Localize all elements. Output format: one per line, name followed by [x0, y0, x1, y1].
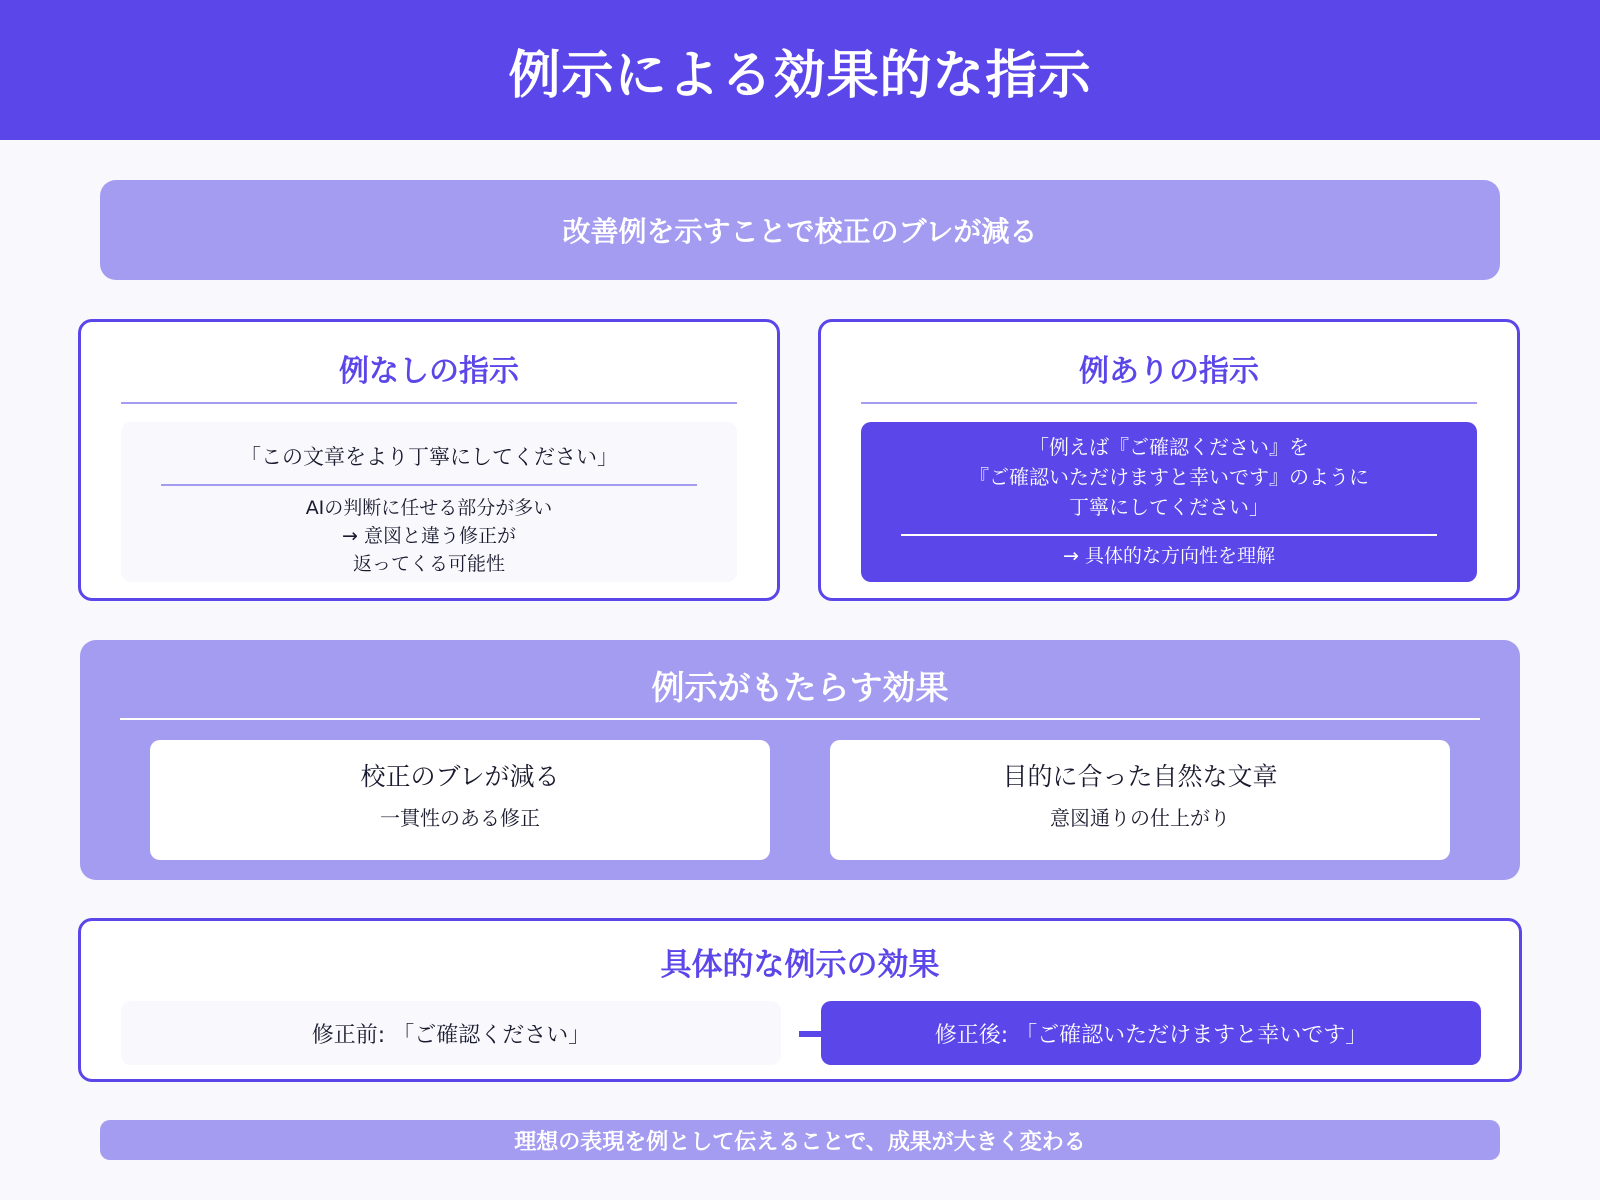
- without-example-quote: 「この文章をより丁寧にしてください」: [240, 445, 618, 469]
- effect-card: [830, 740, 1450, 860]
- divider: [161, 484, 697, 486]
- effects-section: [80, 640, 1520, 880]
- with-example-body: [861, 422, 1477, 582]
- without-example-card: [78, 319, 780, 601]
- divider: [121, 402, 737, 404]
- with-example-card: [818, 319, 1520, 601]
- connector-line: [799, 1031, 821, 1037]
- with-example-quote: [861, 422, 1477, 522]
- summary-banner: 改善例を示すことで校正のブレが減る: [100, 180, 1500, 280]
- note-line: → 意図と違う修正が: [342, 525, 516, 547]
- quote-line: 丁寧にしてください」: [1069, 495, 1269, 519]
- without-example-title: 例なしの指示: [339, 354, 519, 389]
- example-title: 具体的な例示の効果: [660, 947, 940, 983]
- footer-banner: 理想の表現を例として伝えることで、成果が大きく変わる: [100, 1120, 1500, 1160]
- note-line: AIの判断に任せる部分が多い: [305, 497, 553, 519]
- effects-title: 例示がもたらす効果: [651, 668, 949, 707]
- page-title: 例示による効果的な指示: [508, 45, 1092, 106]
- example-section: [78, 918, 1522, 1082]
- with-example-note: → 具体的な方向性を理解: [1063, 545, 1275, 567]
- effect-head: 目的に合った自然な文章: [1002, 762, 1278, 791]
- quote-line: 『ご確認いただけますと幸いです』のように: [969, 465, 1369, 489]
- divider: [901, 534, 1437, 536]
- without-example-body: [121, 422, 737, 582]
- divider: [120, 718, 1480, 720]
- with-example-title: 例ありの指示: [1079, 354, 1259, 389]
- effect-head: 校正のブレが減る: [360, 762, 560, 791]
- after-box: 修正後: 「ご確認いただけますと幸いです」: [821, 1001, 1481, 1065]
- before-box: 修正前: 「ご確認ください」: [121, 1001, 781, 1065]
- divider: [861, 402, 1477, 404]
- effect-sub: 意図通りの仕上がり: [1050, 806, 1230, 830]
- quote-line: 「例えば『ご確認ください』を: [1029, 435, 1309, 459]
- note-line: 返ってくる可能性: [352, 553, 505, 575]
- without-example-note: [121, 494, 737, 578]
- effect-card: [150, 740, 770, 860]
- effect-sub: 一貫性のある修正: [380, 806, 540, 830]
- header-bar: [0, 0, 1600, 140]
